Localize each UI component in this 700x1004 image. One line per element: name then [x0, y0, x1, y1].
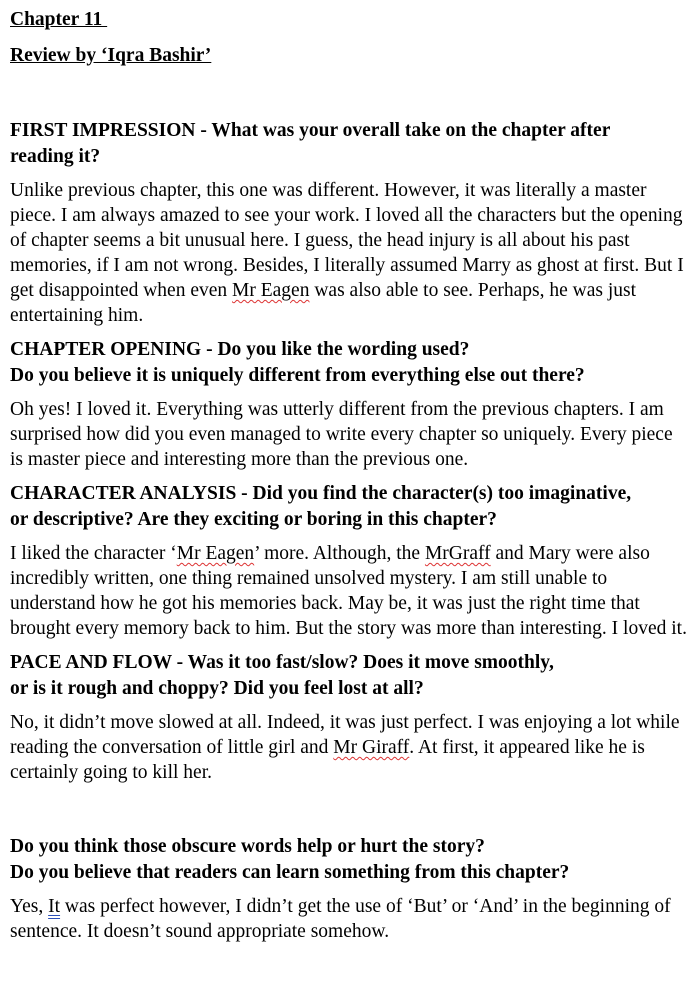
- answer-text: I liked the character ‘: [10, 543, 177, 564]
- question-line: CHARACTER ANALYSIS - Did you find the character(s) too imaginative,: [10, 483, 632, 504]
- question-obscure-words: [10, 834, 690, 885]
- answer-first-impression: [10, 178, 690, 328]
- answer-text: Unlike previous chapter, this one was different. However, it was literally a master piece. I am always amazed to see your work. I loved all the characters but the opening of chapter seems a bit unusual here. I guess, the head injury is all about his past memories, if I am not wrong. Besides, I literally assumed Marry as ghost at first. But I get disappointed when even: [10, 180, 684, 301]
- chapter-title: Chapter 11: [10, 9, 108, 30]
- answer-text: ’ more. Although, the: [254, 543, 425, 564]
- question-line: Do you think those obscure words help or hurt the story?: [10, 836, 485, 857]
- question-pace-and-flow: [10, 650, 690, 701]
- question-line: Do you believe that readers can learn something from this chapter?: [10, 861, 570, 883]
- question-line: Do you believe it is uniquely different from everything else out there?: [10, 364, 585, 386]
- question-chapter-opening: [10, 337, 690, 388]
- question-character-analysis: [10, 481, 690, 532]
- grammar-flagged-word[interactable]: It: [48, 896, 61, 917]
- answer-text: and Mary were also incredibly written, one thing remained unsolved mystery. I am still unable to understand how he got his memories back. May be, it was just the right time that brought every memory back to him. But the story was more than interesting. I loved it.: [10, 543, 687, 639]
- answer-text: Yes,: [10, 896, 49, 917]
- blank-space: [10, 68, 690, 118]
- spellcheck-flagged-word[interactable]: Mr Giraff: [333, 737, 410, 758]
- spellcheck-flagged-word[interactable]: Mr Eagen: [176, 543, 255, 564]
- question-line: or descriptive? Are they exciting or boring in this chapter?: [10, 508, 497, 530]
- question-line: FIRST IMPRESSION - What was your overall take on the chapter after: [10, 120, 611, 141]
- question-line: PACE AND FLOW - Was it too fast/slow? Does it move smoothly,: [10, 652, 554, 673]
- spellcheck-flagged-word[interactable]: MrGraff: [424, 543, 491, 564]
- review-byline: Review by ‘Iqra Bashir’: [10, 45, 212, 66]
- question-line: CHAPTER OPENING - Do you like the wording used?: [10, 339, 470, 360]
- answer-text: was also able to see. Perhaps, he was just entertaining him.: [10, 280, 637, 326]
- answer-text: No, it didn’t move slowed at all. Indeed, it was just perfect. I was enjoying a lot while reading the conversation of little girl and: [10, 712, 680, 758]
- answer-chapter-opening: Oh yes! I loved it. Everything was utterly different from the previous chapters. I am surprised how did you even managed to write every chapter so uniquely. Every piece is master piece and interesting more than the previous one.: [10, 399, 673, 470]
- spellcheck-flagged-word[interactable]: Mr Eagen: [232, 280, 310, 301]
- answer-pace-and-flow: [10, 710, 690, 785]
- answer-obscure-words: [10, 894, 690, 944]
- answer-character-analysis: [10, 541, 690, 641]
- answer-text: . At first, it appeared like he is certainly going to kill her.: [10, 737, 645, 783]
- blank-space: [10, 794, 690, 834]
- answer-text: was perfect however, I didn’t get the use of ‘But’ or ‘And’ in the beginning of sentence. It doesn’t sound appropriate somehow.: [10, 896, 671, 942]
- question-line: reading it?: [10, 145, 101, 167]
- question-first-impression: [10, 118, 690, 169]
- question-line: or is it rough and choppy? Did you feel lost at all?: [10, 677, 424, 699]
